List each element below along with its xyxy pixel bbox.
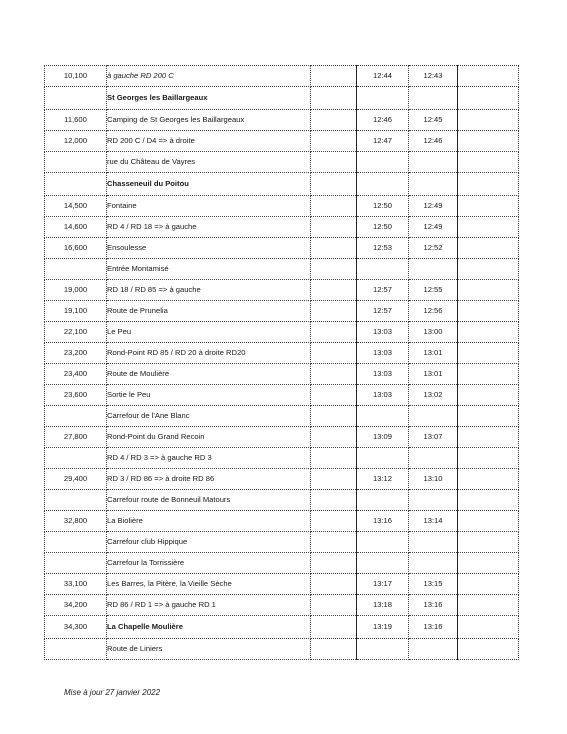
distance-cell: 16,600 xyxy=(45,238,107,259)
spacer-cell xyxy=(311,364,357,385)
time-cell-2: 12:49 xyxy=(409,196,458,217)
empty-cell xyxy=(458,131,519,152)
description-cell: Carrefour la Torrissière xyxy=(107,553,311,574)
time-cell-1: 13:18 xyxy=(357,595,409,616)
distance-cell xyxy=(45,87,107,110)
route-row xyxy=(45,448,519,469)
empty-cell xyxy=(458,280,519,301)
time-cell-2: 12:52 xyxy=(409,238,458,259)
time-cell-2: 13:15 xyxy=(409,574,458,595)
empty-cell xyxy=(458,639,519,660)
empty-cell xyxy=(458,511,519,532)
empty-cell xyxy=(458,553,519,574)
time-cell-1: 13:03 xyxy=(357,364,409,385)
spacer-cell xyxy=(311,490,357,511)
distance-cell: 23,600 xyxy=(45,385,107,406)
route-row xyxy=(45,406,519,427)
time-cell-2 xyxy=(409,490,458,511)
time-cell-1: 12:57 xyxy=(357,301,409,322)
time-cell-1: 13:03 xyxy=(357,385,409,406)
description-cell: La Biolière xyxy=(107,511,311,532)
time-cell-1: 13:03 xyxy=(357,343,409,364)
distance-cell: 27,800 xyxy=(45,427,107,448)
route-row xyxy=(45,196,519,217)
time-cell-2: 13:16 xyxy=(409,595,458,616)
empty-cell xyxy=(458,66,519,87)
route-row xyxy=(45,301,519,322)
spacer-cell xyxy=(311,152,357,173)
time-cell-1 xyxy=(357,639,409,660)
time-cell-1: 12:44 xyxy=(357,66,409,87)
distance-cell: 19,000 xyxy=(45,280,107,301)
time-cell-1 xyxy=(357,532,409,553)
route-row xyxy=(45,343,519,364)
spacer-cell xyxy=(311,427,357,448)
spacer-cell xyxy=(311,238,357,259)
time-cell-1 xyxy=(357,87,409,110)
distance-cell: 29,400 xyxy=(45,469,107,490)
distance-cell: 12,000 xyxy=(45,131,107,152)
distance-cell xyxy=(45,173,107,196)
route-row xyxy=(45,427,519,448)
description-cell: Sortie le Peu xyxy=(107,385,311,406)
distance-cell: 14,600 xyxy=(45,217,107,238)
time-cell-1 xyxy=(357,152,409,173)
spacer-cell xyxy=(311,87,357,110)
distance-cell xyxy=(45,490,107,511)
empty-cell xyxy=(458,595,519,616)
time-cell-1: 12:46 xyxy=(357,110,409,131)
time-cell-2: 12:49 xyxy=(409,217,458,238)
route-row xyxy=(45,532,519,553)
spacer-cell xyxy=(311,280,357,301)
route-row xyxy=(45,152,519,173)
empty-cell xyxy=(458,110,519,131)
route-table-body xyxy=(45,66,519,660)
distance-cell: 33,100 xyxy=(45,574,107,595)
description-cell: Camping de St Georges les Baillargeaux xyxy=(107,110,311,131)
description-cell: Rond-Point du Grand Recoin xyxy=(107,427,311,448)
description-cell: Carrefour route de Bonneuil Matours xyxy=(107,490,311,511)
empty-cell xyxy=(458,152,519,173)
spacer-cell xyxy=(311,343,357,364)
update-date: Mise à jour 27 janvier 2022 xyxy=(64,688,161,697)
distance-cell: 34,300 xyxy=(45,616,107,639)
time-cell-1: 13:09 xyxy=(357,427,409,448)
empty-cell xyxy=(458,532,519,553)
spacer-cell xyxy=(311,511,357,532)
spacer-cell xyxy=(311,616,357,639)
empty-cell xyxy=(458,87,519,110)
time-cell-1: 12:50 xyxy=(357,217,409,238)
time-cell-2: 12:43 xyxy=(409,66,458,87)
time-cell-1: 13:19 xyxy=(357,616,409,639)
spacer-cell xyxy=(311,196,357,217)
distance-cell: 23,200 xyxy=(45,343,107,364)
time-cell-2: 12:56 xyxy=(409,301,458,322)
route-row xyxy=(45,259,519,280)
empty-cell xyxy=(458,196,519,217)
route-row xyxy=(45,553,519,574)
description-cell: RD 18 / RD 85 => à gauche xyxy=(107,280,311,301)
spacer-cell xyxy=(311,385,357,406)
description-cell: Route de Liniers xyxy=(107,639,311,660)
spacer-cell xyxy=(311,110,357,131)
spacer-cell xyxy=(311,553,357,574)
empty-cell xyxy=(458,301,519,322)
empty-cell xyxy=(458,173,519,196)
empty-cell xyxy=(458,343,519,364)
description-cell: rue du Château de Vayres xyxy=(107,152,311,173)
description-cell: Rond-Point RD 85 / RD 20 à droite RD20 xyxy=(107,343,311,364)
description-cell: Carrefour club Hippique xyxy=(107,532,311,553)
empty-cell xyxy=(458,385,519,406)
route-row xyxy=(45,469,519,490)
time-cell-1: 12:57 xyxy=(357,280,409,301)
empty-cell xyxy=(458,217,519,238)
time-cell-1 xyxy=(357,259,409,280)
time-cell-1: 13:12 xyxy=(357,469,409,490)
distance-cell xyxy=(45,259,107,280)
time-cell-1: 13:03 xyxy=(357,322,409,343)
spacer-cell xyxy=(311,66,357,87)
route-row xyxy=(45,490,519,511)
spacer-cell xyxy=(311,574,357,595)
time-cell-2: 13:02 xyxy=(409,385,458,406)
description-cell: Route de Moulière xyxy=(107,364,311,385)
spacer-cell xyxy=(311,469,357,490)
time-cell-1: 12:47 xyxy=(357,131,409,152)
time-cell-1 xyxy=(357,448,409,469)
route-row xyxy=(45,511,519,532)
distance-cell: 19,100 xyxy=(45,301,107,322)
description-cell: Fontaine xyxy=(107,196,311,217)
route-row xyxy=(45,364,519,385)
description-cell: RD 4 / RD 18 => à gauche xyxy=(107,217,311,238)
description-cell: Le Peu xyxy=(107,322,311,343)
description-cell: Route de Prunelia xyxy=(107,301,311,322)
spacer-cell xyxy=(311,259,357,280)
spacer-cell xyxy=(311,406,357,427)
town-heading-row xyxy=(45,173,519,196)
empty-cell xyxy=(458,406,519,427)
route-row xyxy=(45,217,519,238)
route-row xyxy=(45,131,519,152)
description-cell: RD 3 / RD 86 => à droite RD 86 xyxy=(107,469,311,490)
empty-cell xyxy=(458,259,519,280)
description-cell: Carrefour de l'Ane Blanc xyxy=(107,406,311,427)
time-cell-2 xyxy=(409,406,458,427)
distance-cell: 34,200 xyxy=(45,595,107,616)
time-cell-2 xyxy=(409,259,458,280)
time-cell-2 xyxy=(409,87,458,110)
time-cell-2: 13:10 xyxy=(409,469,458,490)
time-cell-2 xyxy=(409,639,458,660)
time-cell-1: 13:16 xyxy=(357,511,409,532)
description-cell: RD 4 / RD 3 => à gauche RD 3 xyxy=(107,448,311,469)
route-row xyxy=(45,639,519,660)
description-cell: RD 200 C / D4 => à droite xyxy=(107,131,311,152)
distance-cell: 14,500 xyxy=(45,196,107,217)
time-cell-1 xyxy=(357,406,409,427)
distance-cell xyxy=(45,448,107,469)
description-cell: Ensoulesse xyxy=(107,238,311,259)
time-cell-2: 13:01 xyxy=(409,364,458,385)
time-cell-2: 12:46 xyxy=(409,131,458,152)
time-cell-1 xyxy=(357,490,409,511)
spacer-cell xyxy=(311,532,357,553)
spacer-cell xyxy=(311,595,357,616)
time-cell-2: 13:00 xyxy=(409,322,458,343)
distance-cell: 32,800 xyxy=(45,511,107,532)
time-cell-2: 13:01 xyxy=(409,343,458,364)
distance-cell xyxy=(45,406,107,427)
empty-cell xyxy=(458,238,519,259)
distance-cell xyxy=(45,152,107,173)
spacer-cell xyxy=(311,301,357,322)
time-cell-2: 12:55 xyxy=(409,280,458,301)
description-cell: à gauche RD 200 C xyxy=(107,66,311,87)
time-cell-2 xyxy=(409,532,458,553)
route-row xyxy=(45,322,519,343)
distance-cell xyxy=(45,553,107,574)
route-row xyxy=(45,66,519,87)
time-cell-1: 12:53 xyxy=(357,238,409,259)
distance-cell: 22,100 xyxy=(45,322,107,343)
route-row xyxy=(45,385,519,406)
route-row xyxy=(45,595,519,616)
time-cell-1: 12:50 xyxy=(357,196,409,217)
description-cell: RD 86 / RD 1 => à gauche RD 1 xyxy=(107,595,311,616)
route-row xyxy=(45,574,519,595)
empty-cell xyxy=(458,490,519,511)
spacer-cell xyxy=(311,173,357,196)
empty-cell xyxy=(458,448,519,469)
description-cell: Entrée Montamisé xyxy=(107,259,311,280)
distance-cell: 10,100 xyxy=(45,66,107,87)
town-heading-row xyxy=(45,87,519,110)
route-row xyxy=(45,280,519,301)
distance-cell: 11,600 xyxy=(45,110,107,131)
town-heading-row xyxy=(45,616,519,639)
route-row xyxy=(45,238,519,259)
distance-cell xyxy=(45,532,107,553)
description-cell: Les Barres, la Pitère, la Vieille Sèche xyxy=(107,574,311,595)
time-cell-2: 13:07 xyxy=(409,427,458,448)
description-cell: Chasseneuil du Poitou xyxy=(107,173,311,196)
time-cell-1 xyxy=(357,173,409,196)
empty-cell xyxy=(458,616,519,639)
route-row xyxy=(45,110,519,131)
time-cell-2: 13:14 xyxy=(409,511,458,532)
distance-cell: 23,400 xyxy=(45,364,107,385)
description-cell: St Georges les Baillargeaux xyxy=(107,87,311,110)
spacer-cell xyxy=(311,131,357,152)
spacer-cell xyxy=(311,217,357,238)
empty-cell xyxy=(458,427,519,448)
empty-cell xyxy=(458,322,519,343)
spacer-cell xyxy=(311,448,357,469)
time-cell-2: 13:16 xyxy=(409,616,458,639)
time-cell-2: 12:45 xyxy=(409,110,458,131)
spacer-cell xyxy=(311,639,357,660)
empty-cell xyxy=(458,574,519,595)
time-cell-2 xyxy=(409,173,458,196)
time-cell-2 xyxy=(409,152,458,173)
distance-cell xyxy=(45,639,107,660)
route-table xyxy=(44,65,519,660)
time-cell-1 xyxy=(357,553,409,574)
time-cell-2 xyxy=(409,553,458,574)
empty-cell xyxy=(458,469,519,490)
empty-cell xyxy=(458,364,519,385)
time-cell-1: 13:17 xyxy=(357,574,409,595)
spacer-cell xyxy=(311,322,357,343)
description-cell: La Chapelle Moulière xyxy=(107,616,311,639)
time-cell-2 xyxy=(409,448,458,469)
